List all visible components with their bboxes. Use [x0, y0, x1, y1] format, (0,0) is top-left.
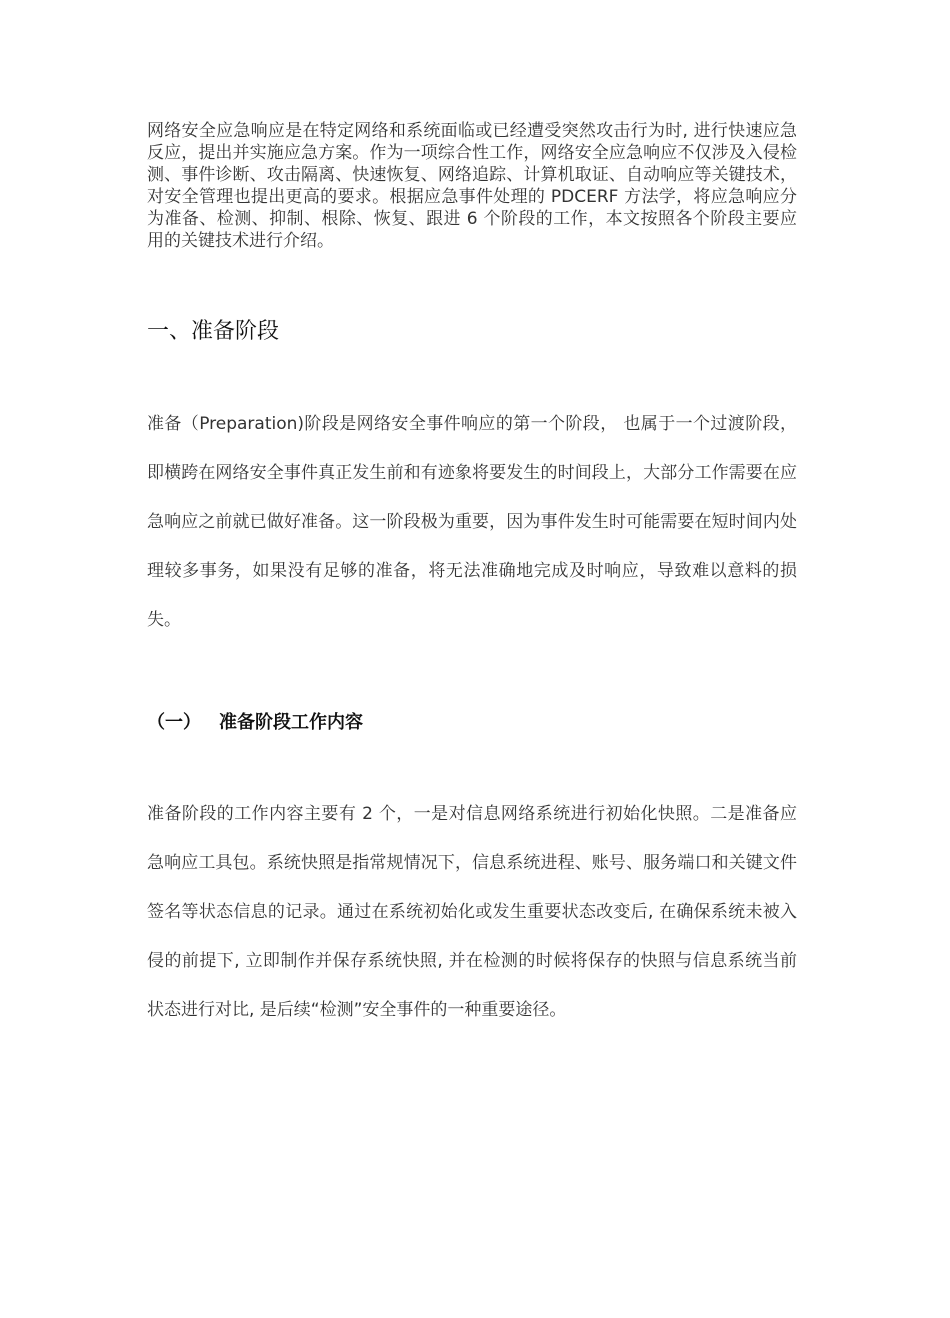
subsection-title: 准备阶段工作内容 [219, 712, 363, 733]
subsection-number: （一） [147, 712, 201, 733]
section-paragraph-preparation: 准备（Preparation)阶段是网络安全事件响应的第一个阶段， 也属于一个过渡阶段，即横跨在网络安全事件真正发生前和有迹象将要发生的时间段上，大部分工作需要在应急响应之前就已做好准备。这一阶段极为重要，因为事件发生时可能需要在短时间内处理较多事务，如果没有足够的准备，将无法准确地完成及时响应，导致难以意料的损失。 [147, 414, 797, 630]
subsection-paragraph: 准备阶段的工作内容主要有 2 个，一是对信息网络系统进行初始化快照。二是准备应急响应工具包。系统快照是指常规情况下，信息系统进程、账号、服务端口和关键文件签名等状态信息的记录。通过在系统初始化或发生重要状态改变后, 在确保系统未被入侵的前提下, 立即制作并保存系统快照, 并在检测的时候将保存的快照与信息系统当前状态进行对比, 是后续“检测”安全事件的一种重要途径。 [147, 804, 797, 1020]
subsection-heading [147, 708, 363, 738]
intro-paragraph: 网络安全应急响应是在特定网络和系统面临或已经遭受突然攻击行为时, 进行快速应急反应，提出并实施应急方案。作为一项综合性工作，网络安全应急响应不仅涉及入侵检测、事件诊断、攻击隔离、快速恢复、网络追踪、计算机取证、自动响应等关键技术，对安全管理也提出更高的要求。根据应急事件处理的 PDCERF 方法学，将应急响应分为准备、检测、抑制、根除、恢复、跟进 6 个阶段的工作，本文按照各个阶段主要应用的关键技术进行介绍。 [147, 121, 797, 251]
section-heading-preparation: 一、准备阶段 [147, 319, 280, 344]
